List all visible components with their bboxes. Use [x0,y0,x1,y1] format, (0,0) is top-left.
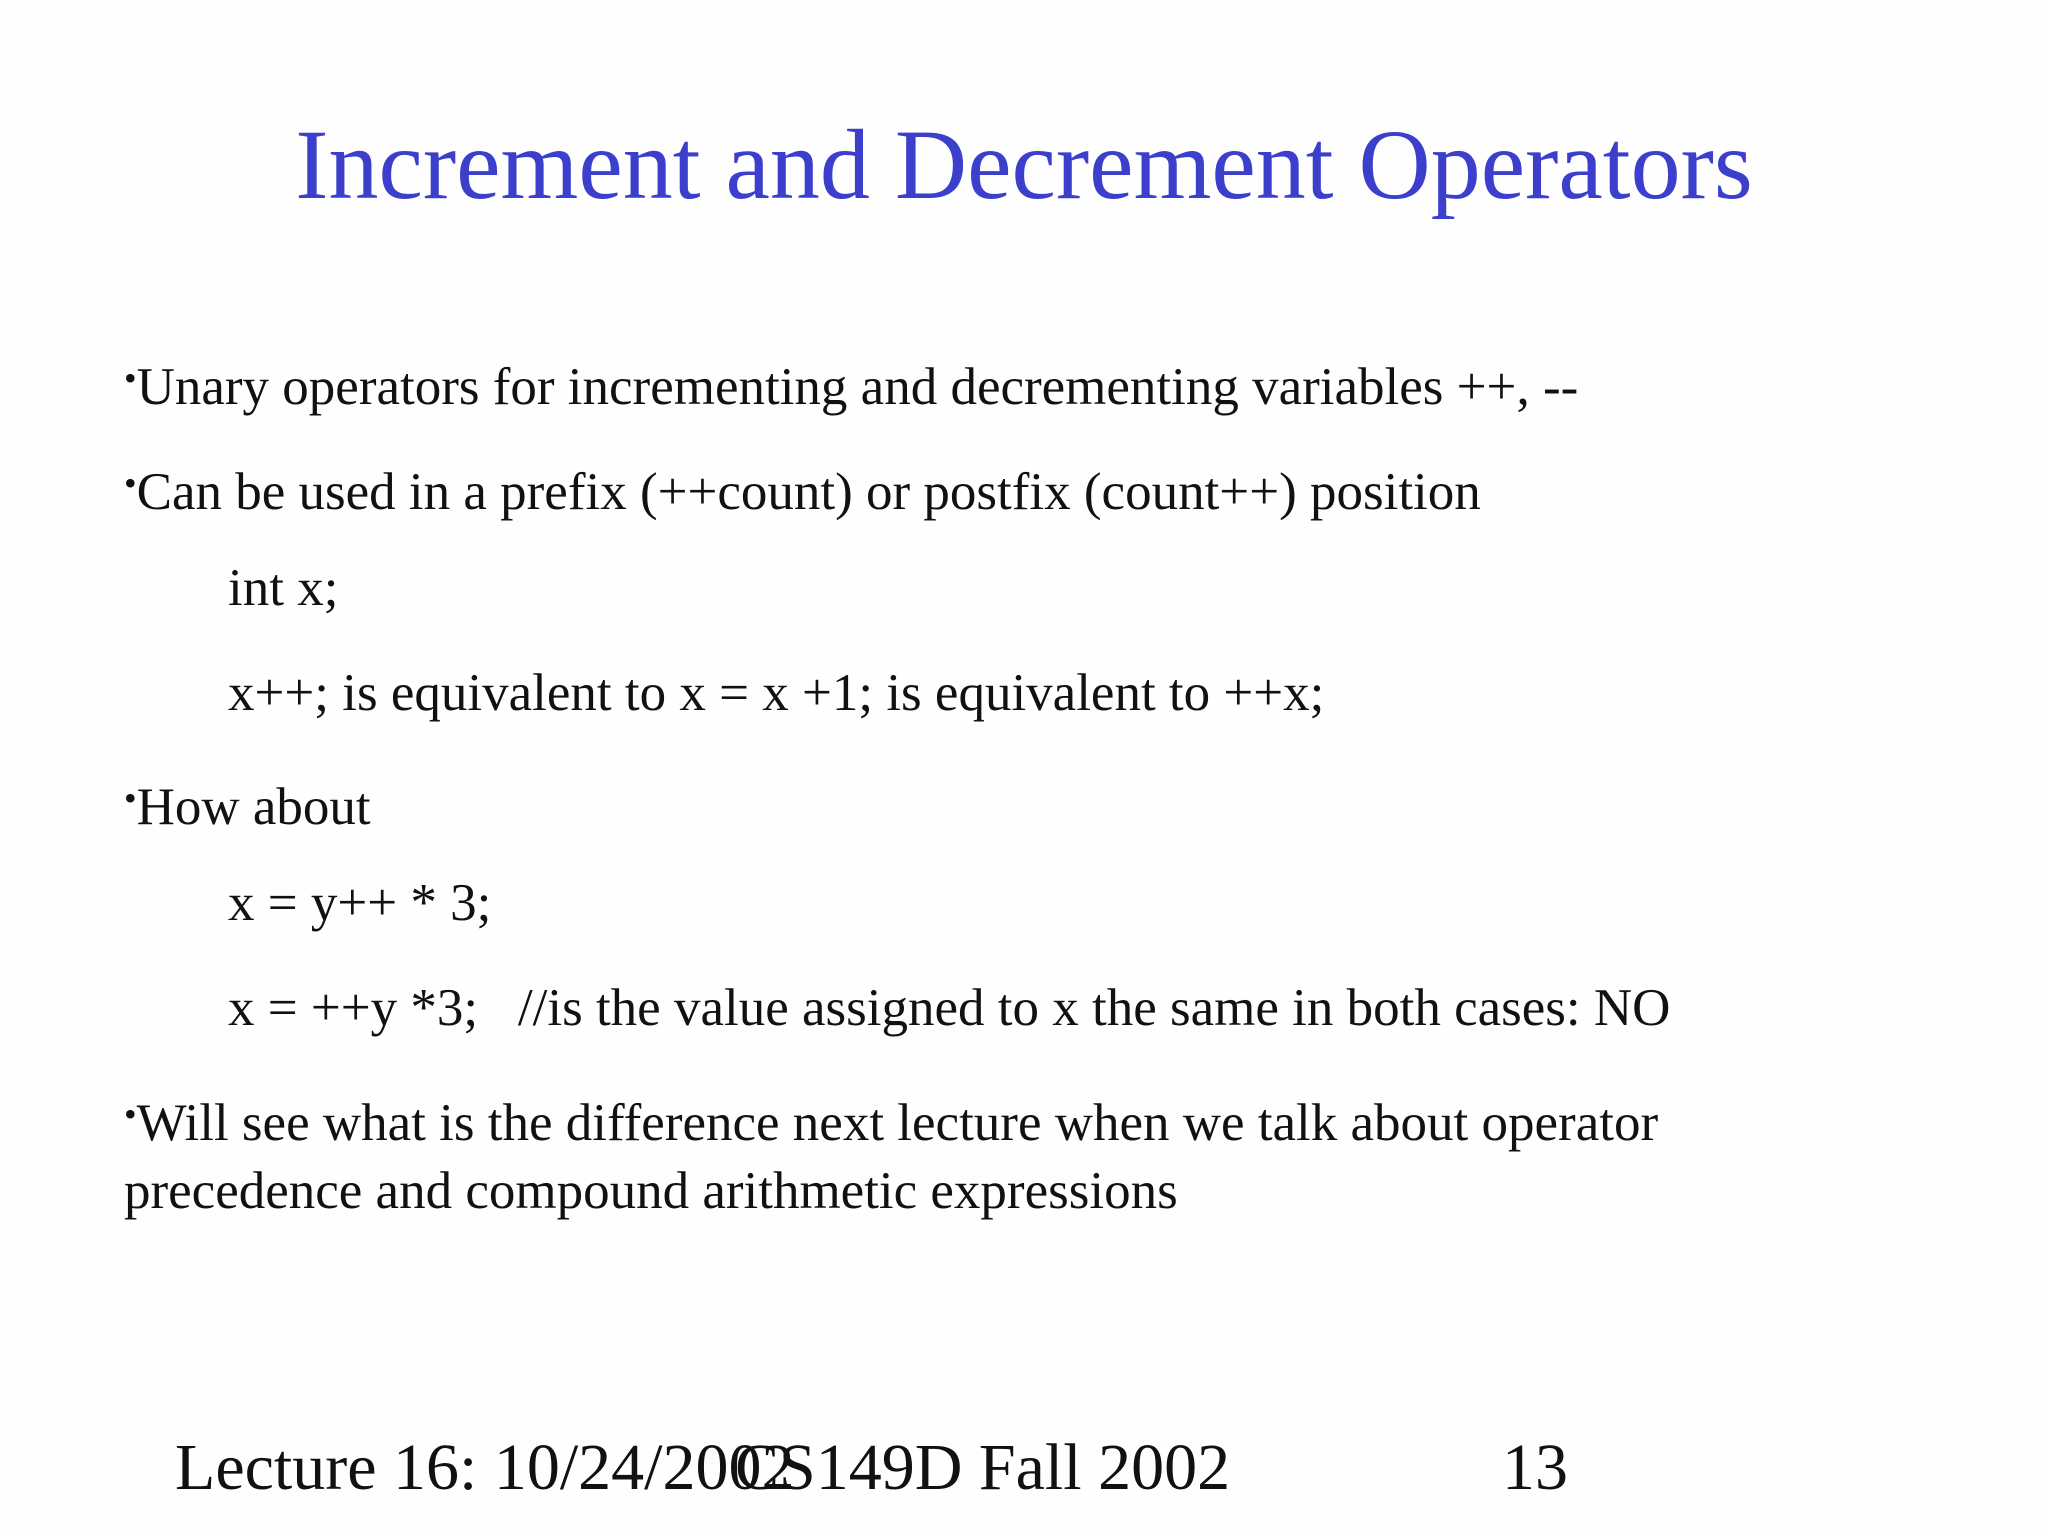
bullet-text: Will see what is the difference next lecture when we talk about operator precedence and compound arithmetic expressions [124,1094,1659,1220]
bullet-icon: • [124,358,137,398]
code-line-int-x: int x; [228,559,339,617]
bullet-icon: • [124,463,137,503]
bullet-item-how-about [124,765,371,840]
bullet-text: Unary operators for incrementing and decrementing variables ++, -- [136,358,1579,416]
bullet-text: Can be used in a prefix (++count) or postfix (count++) position [136,463,1481,521]
footer-lecture-date: Lecture 16: 10/24/2002 [175,1431,795,1504]
code-line-equivalence: x++; is equivalent to x = x +1; is equivalent to ++x; [228,664,1325,722]
code-line-prefix-example: x = ++y *3; //is the value assigned to x the same in both cases: NO [228,979,1671,1037]
slide-title: Increment and Decrement Operators [295,109,1753,220]
footer-page-number: 13 [1502,1431,1568,1504]
bullet-text: How about [136,778,371,836]
bullet-icon: • [124,1094,137,1134]
code-line-postfix-example: x = y++ * 3; [228,874,492,932]
footer-course: CS149D Fall 2002 [735,1431,1231,1504]
bullet-item-unary [124,345,1578,420]
bullet-item-next-lecture [124,1080,1884,1225]
bullet-icon: • [124,778,137,818]
bullet-item-prefix-postfix [124,450,1481,525]
